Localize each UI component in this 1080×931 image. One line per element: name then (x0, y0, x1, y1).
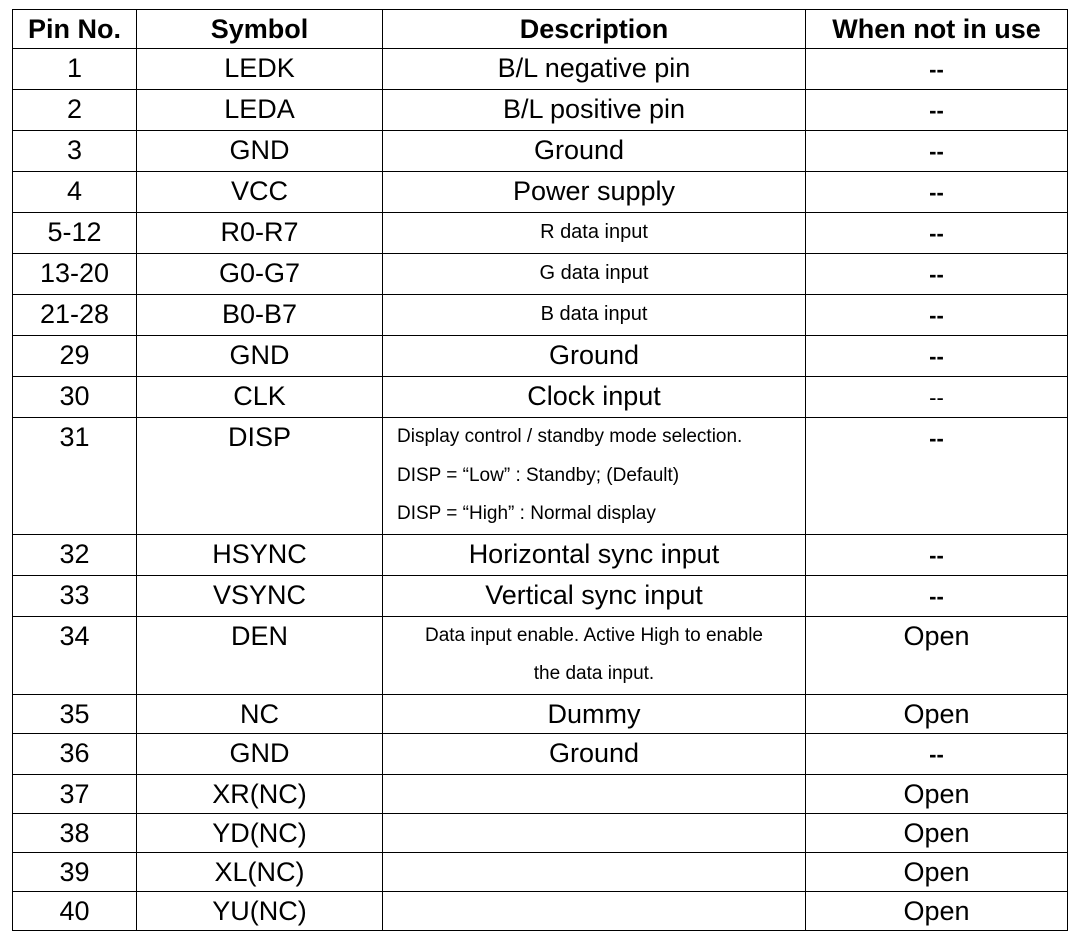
pin-symbol: YU(NC) (137, 891, 383, 930)
pin-number: 34 (13, 616, 137, 694)
pin-number: 36 (13, 733, 137, 774)
pin-unused-state: -- (806, 336, 1068, 377)
pin-unused-state: -- (806, 172, 1068, 213)
pin-description: Clock input (383, 377, 806, 418)
table-row (13, 49, 1068, 90)
pin-number: 5-12 (13, 213, 137, 254)
pin-unused-state: -- (806, 534, 1068, 575)
pin-number: 2 (13, 90, 137, 131)
pin-number: 39 (13, 852, 137, 891)
pin-symbol: VSYNC (137, 575, 383, 616)
pin-number: 21-28 (13, 295, 137, 336)
pin-symbol: YD(NC) (137, 813, 383, 852)
header-symbol: Symbol (137, 10, 383, 49)
table-row (13, 90, 1068, 131)
pin-unused-state: Open (806, 694, 1068, 733)
pin-description (383, 774, 806, 813)
pin-description (383, 813, 806, 852)
pin-unused-state: -- (806, 90, 1068, 131)
pin-symbol: LEDA (137, 90, 383, 131)
pin-symbol: HSYNC (137, 534, 383, 575)
pin-description: B/L negative pin (383, 49, 806, 90)
pin-symbol: XR(NC) (137, 774, 383, 813)
pin-number: 35 (13, 694, 137, 733)
pin-symbol: CLK (137, 377, 383, 418)
table-row (13, 418, 1068, 535)
table-row (13, 774, 1068, 813)
pin-symbol: DEN (137, 616, 383, 694)
pin-number: 4 (13, 172, 137, 213)
pin-number: 29 (13, 336, 137, 377)
pin-description: B/L positive pin (383, 90, 806, 131)
pin-symbol: DISP (137, 418, 383, 535)
pin-unused-state: Open (806, 852, 1068, 891)
table-row (13, 534, 1068, 575)
table-row (13, 733, 1068, 774)
pin-number: 1 (13, 49, 137, 90)
header-when-not-in-use: When not in use (806, 10, 1068, 49)
pin-number: 31 (13, 418, 137, 535)
pin-unused-state: Open (806, 891, 1068, 930)
pin-number: 33 (13, 575, 137, 616)
table-row (13, 295, 1068, 336)
table-row (13, 575, 1068, 616)
pin-symbol: VCC (137, 172, 383, 213)
pin-symbol: NC (137, 694, 383, 733)
pin-symbol: LEDK (137, 49, 383, 90)
header-description: Description (383, 10, 806, 49)
table-row (13, 813, 1068, 852)
pin-description: B data input (383, 295, 806, 336)
header-row (13, 10, 1068, 49)
pin-number: 13-20 (13, 254, 137, 295)
pin-symbol: GND (137, 131, 383, 172)
table-row (13, 213, 1068, 254)
pin-unused-state: -- (806, 733, 1068, 774)
pin-unused-state: -- (806, 131, 1068, 172)
pin-unused-state: Open (806, 813, 1068, 852)
pin-description: Power supply (383, 172, 806, 213)
pin-symbol: R0-R7 (137, 213, 383, 254)
pin-number: 37 (13, 774, 137, 813)
table-row (13, 254, 1068, 295)
pin-symbol: GND (137, 336, 383, 377)
pin-description: Ground (383, 131, 806, 172)
pin-number: 40 (13, 891, 137, 930)
pin-description: R data input (383, 213, 806, 254)
pin-unused-state: -- (806, 575, 1068, 616)
pin-unused-state: -- (806, 254, 1068, 295)
table-row (13, 852, 1068, 891)
pin-symbol: XL(NC) (137, 852, 383, 891)
pin-description: Dummy (383, 694, 806, 733)
pin-description (383, 852, 806, 891)
pin-number: 30 (13, 377, 137, 418)
table-row (13, 616, 1068, 694)
pin-symbol: G0-G7 (137, 254, 383, 295)
pin-unused-state: -- (806, 213, 1068, 254)
table-row (13, 377, 1068, 418)
pin-unused-state: -- (806, 418, 1068, 535)
pin-description: Data input enable. Active High to enable the data input. (383, 616, 806, 694)
pin-description: Ground (383, 733, 806, 774)
pin-symbol: B0-B7 (137, 295, 383, 336)
pin-unused-state: -- (806, 295, 1068, 336)
pin-description: Vertical sync input (383, 575, 806, 616)
pin-number: 3 (13, 131, 137, 172)
table-row (13, 891, 1068, 930)
table-row (13, 694, 1068, 733)
pin-description: Horizontal sync input (383, 534, 806, 575)
table-row (13, 336, 1068, 377)
pin-symbol: GND (137, 733, 383, 774)
pin-unused-state: -- (806, 49, 1068, 90)
pin-number: 38 (13, 813, 137, 852)
pin-description: Display control / standby mode selection. DISP = “Low” : Standby; (Default) DISP = “High” : Normal display (383, 418, 806, 535)
pin-unused-state: Open (806, 616, 1068, 694)
table-row (13, 172, 1068, 213)
pin-unused-state: Open (806, 774, 1068, 813)
pin-description (383, 891, 806, 930)
pin-assignment-table (12, 9, 1068, 931)
header-pin-no: Pin No. (13, 10, 137, 49)
pin-unused-state: -- (806, 377, 1068, 418)
pin-number: 32 (13, 534, 137, 575)
pin-description: G data input (383, 254, 806, 295)
table-row (13, 131, 1068, 172)
pin-description: Ground (383, 336, 806, 377)
